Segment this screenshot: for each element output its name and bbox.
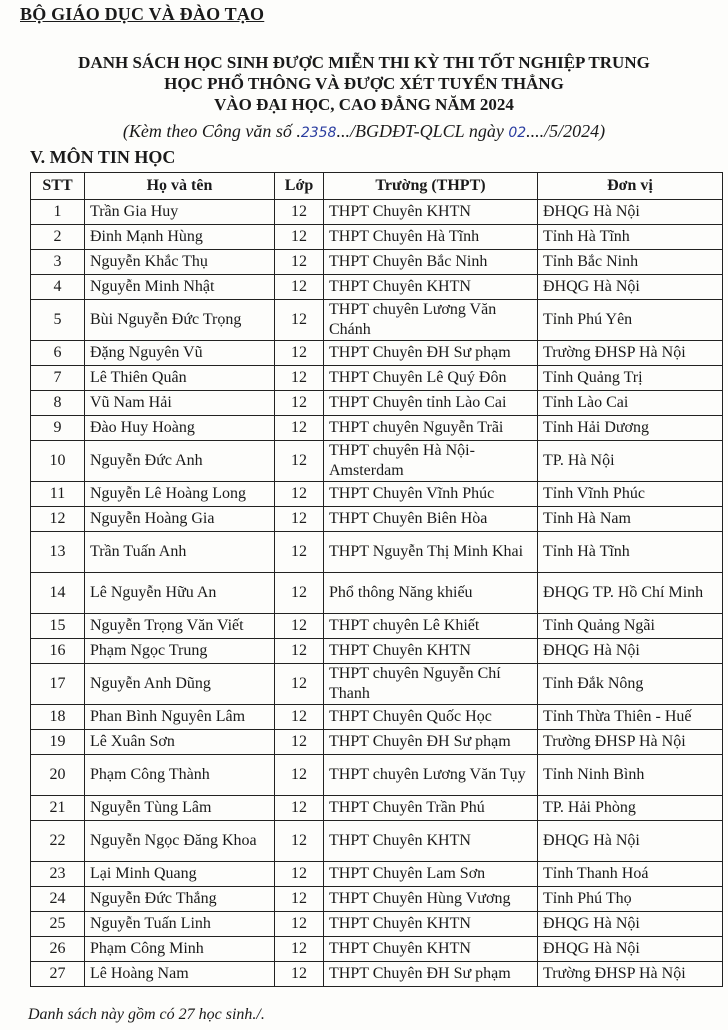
cell-grade: 12 <box>275 275 324 300</box>
cell-unit: Tỉnh Hà Tĩnh <box>538 225 723 250</box>
reference-prefix: (Kèm theo Công văn số . <box>122 121 301 141</box>
cell-school: THPT Chuyên Vĩnh Phúc <box>324 482 538 507</box>
cell-school: THPT Chuyên tỉnh Lào Cai <box>324 391 538 416</box>
cell-school: THPT Chuyên KHTN <box>324 937 538 962</box>
cell-stt: 16 <box>31 639 85 664</box>
cell-stt: 14 <box>31 573 85 614</box>
cell-unit: Tỉnh Vĩnh Phúc <box>538 482 723 507</box>
cell-school: THPT Chuyên KHTN <box>324 912 538 937</box>
table-row <box>31 664 723 705</box>
cell-school: THPT Chuyên ĐH Sư phạm <box>324 962 538 987</box>
cell-school: THPT Nguyễn Thị Minh Khai <box>324 532 538 573</box>
cell-school: THPT chuyên Nguyễn Chí Thanh <box>324 664 538 705</box>
cell-name: Nguyễn Tùng Lâm <box>85 796 275 821</box>
cell-stt: 12 <box>31 507 85 532</box>
cell-school: THPT Chuyên Lê Quý Đôn <box>324 366 538 391</box>
cell-unit: Tỉnh Ninh Bình <box>538 755 723 796</box>
cell-stt: 23 <box>31 862 85 887</box>
cell-unit: Tỉnh Quảng Trị <box>538 366 723 391</box>
cell-unit: Tỉnh Thanh Hoá <box>538 862 723 887</box>
cell-stt: 19 <box>31 730 85 755</box>
cell-grade: 12 <box>275 200 324 225</box>
cell-name: Phan Bình Nguyên Lâm <box>85 705 275 730</box>
cell-unit: Tỉnh Đắk Nông <box>538 664 723 705</box>
ministry-name: BỘ GIÁO DỤC VÀ ĐÀO TẠO <box>20 4 265 24</box>
cell-name: Nguyễn Ngọc Đăng Khoa <box>85 821 275 862</box>
cell-school: THPT chuyên Lương Văn Chánh <box>324 300 538 341</box>
cell-school: THPT Chuyên KHTN <box>324 821 538 862</box>
table-row <box>31 507 723 532</box>
cell-unit: Trường ĐHSP Hà Nội <box>538 730 723 755</box>
cell-grade: 12 <box>275 416 324 441</box>
cell-stt: 10 <box>31 441 85 482</box>
cell-grade: 12 <box>275 730 324 755</box>
cell-stt: 20 <box>31 755 85 796</box>
cell-school: THPT Chuyên ĐH Sư phạm <box>324 730 538 755</box>
cell-grade: 12 <box>275 366 324 391</box>
cell-grade: 12 <box>275 482 324 507</box>
table-row <box>31 614 723 639</box>
cell-unit: Tỉnh Phú Yên <box>538 300 723 341</box>
cell-school: THPT Chuyên Hà Tĩnh <box>324 225 538 250</box>
table-header-row <box>31 173 723 200</box>
cell-stt: 21 <box>31 796 85 821</box>
table-row <box>31 937 723 962</box>
cell-school: THPT Chuyên Lam Sơn <box>324 862 538 887</box>
cell-unit: Trường ĐHSP Hà Nội <box>538 341 723 366</box>
cell-stt: 1 <box>31 200 85 225</box>
cell-grade: 12 <box>275 391 324 416</box>
reference-middle: .../BGDĐT-QLCL ngày <box>336 121 509 141</box>
cell-stt: 3 <box>31 250 85 275</box>
cell-unit: Tỉnh Thừa Thiên - Huế <box>538 705 723 730</box>
header-name: Họ và tên <box>85 173 275 200</box>
cell-school: Phổ thông Năng khiếu <box>324 573 538 614</box>
table-row <box>31 962 723 987</box>
cell-grade: 12 <box>275 821 324 862</box>
cell-grade: 12 <box>275 796 324 821</box>
cell-stt: 8 <box>31 391 85 416</box>
cell-stt: 22 <box>31 821 85 862</box>
table-row <box>31 912 723 937</box>
cell-school: THPT Chuyên Bắc Ninh <box>324 250 538 275</box>
cell-name: Nguyễn Đức Thắng <box>85 887 275 912</box>
cell-school: THPT Chuyên KHTN <box>324 639 538 664</box>
cell-name: Phạm Công Thành <box>85 755 275 796</box>
cell-grade: 12 <box>275 341 324 366</box>
cell-stt: 18 <box>31 705 85 730</box>
cell-school: THPT chuyên Lê Khiết <box>324 614 538 639</box>
cell-name: Phạm Công Minh <box>85 937 275 962</box>
cell-grade: 12 <box>275 705 324 730</box>
cell-unit: Tỉnh Hà Nam <box>538 507 723 532</box>
cell-stt: 5 <box>31 300 85 341</box>
cell-name: Bùi Nguyễn Đức Trọng <box>85 300 275 341</box>
cell-name: Lê Thiên Quân <box>85 366 275 391</box>
cell-stt: 15 <box>31 614 85 639</box>
title-line-3: VÀO ĐẠI HỌC, CAO ĐẲNG NĂM 2024 <box>214 95 514 114</box>
cell-grade: 12 <box>275 441 324 482</box>
cell-school: THPT chuyên Hà Nội-Amsterdam <box>324 441 538 482</box>
cell-grade: 12 <box>275 532 324 573</box>
handwritten-doc-number: 2358 <box>300 125 337 141</box>
cell-grade: 12 <box>275 639 324 664</box>
table-row <box>31 755 723 796</box>
reference-line <box>0 121 728 142</box>
table-row <box>31 532 723 573</box>
table-row <box>31 391 723 416</box>
cell-unit: ĐHQG Hà Nội <box>538 821 723 862</box>
cell-grade: 12 <box>275 300 324 341</box>
cell-unit: TP. Hải Phòng <box>538 796 723 821</box>
table-row <box>31 705 723 730</box>
table-row <box>31 730 723 755</box>
handwritten-day: 02 <box>508 125 527 141</box>
cell-grade: 12 <box>275 250 324 275</box>
cell-school: THPT Chuyên Biên Hòa <box>324 507 538 532</box>
table-row <box>31 862 723 887</box>
cell-unit: ĐHQG Hà Nội <box>538 639 723 664</box>
cell-unit: TP. Hà Nội <box>538 441 723 482</box>
table-row <box>31 441 723 482</box>
section-heading: V. MÔN TIN HỌC <box>30 147 176 167</box>
cell-school: THPT chuyên Lương Văn Tụy <box>324 755 538 796</box>
cell-school: THPT Chuyên Trần Phú <box>324 796 538 821</box>
table-row <box>31 416 723 441</box>
cell-name: Nguyễn Anh Dũng <box>85 664 275 705</box>
reference-suffix: ..../5/2024) <box>526 121 606 141</box>
cell-school: THPT chuyên Nguyễn Trãi <box>324 416 538 441</box>
cell-school: THPT Chuyên ĐH Sư phạm <box>324 341 538 366</box>
student-table <box>30 172 723 987</box>
cell-stt: 6 <box>31 341 85 366</box>
cell-unit: ĐHQG Hà Nội <box>538 275 723 300</box>
cell-name: Nguyễn Tuấn Linh <box>85 912 275 937</box>
cell-name: Nguyễn Hoàng Gia <box>85 507 275 532</box>
cell-name: Trần Gia Huy <box>85 200 275 225</box>
cell-grade: 12 <box>275 912 324 937</box>
cell-name: Lại Minh Quang <box>85 862 275 887</box>
table-row <box>31 300 723 341</box>
cell-name: Trần Tuấn Anh <box>85 532 275 573</box>
cell-name: Nguyễn Minh Nhật <box>85 275 275 300</box>
cell-grade: 12 <box>275 225 324 250</box>
cell-name: Nguyễn Khắc Thụ <box>85 250 275 275</box>
table-row <box>31 225 723 250</box>
cell-school: THPT Chuyên KHTN <box>324 275 538 300</box>
cell-grade: 12 <box>275 755 324 796</box>
title-line-2: HỌC PHỔ THÔNG VÀ ĐƯỢC XÉT TUYỂN THẲNG <box>164 74 564 93</box>
table-row <box>31 200 723 225</box>
table-row <box>31 482 723 507</box>
footer-note: Danh sách này gồm có 27 học sinh./. <box>28 1006 265 1023</box>
cell-unit: Trường ĐHSP Hà Nội <box>538 962 723 987</box>
table-row <box>31 366 723 391</box>
cell-stt: 7 <box>31 366 85 391</box>
cell-name: Lê Nguyễn Hữu An <box>85 573 275 614</box>
cell-stt: 4 <box>31 275 85 300</box>
header-unit: Đơn vị <box>538 173 723 200</box>
cell-stt: 9 <box>31 416 85 441</box>
header-stt: STT <box>31 173 85 200</box>
cell-school: THPT Chuyên KHTN <box>324 200 538 225</box>
cell-unit: Tỉnh Hải Dương <box>538 416 723 441</box>
cell-stt: 13 <box>31 532 85 573</box>
cell-unit: Tỉnh Hà Tĩnh <box>538 532 723 573</box>
cell-unit: ĐHQG TP. Hồ Chí Minh <box>538 573 723 614</box>
cell-name: Vũ Nam Hải <box>85 391 275 416</box>
cell-unit: Tỉnh Lào Cai <box>538 391 723 416</box>
cell-stt: 24 <box>31 887 85 912</box>
table-row <box>31 341 723 366</box>
cell-school: THPT Chuyên Hùng Vương <box>324 887 538 912</box>
cell-name: Lê Xuân Sơn <box>85 730 275 755</box>
cell-stt: 25 <box>31 912 85 937</box>
cell-name: Lê Hoàng Nam <box>85 962 275 987</box>
cell-grade: 12 <box>275 887 324 912</box>
table-row <box>31 639 723 664</box>
cell-name: Nguyễn Trọng Văn Viết <box>85 614 275 639</box>
cell-stt: 2 <box>31 225 85 250</box>
cell-unit: ĐHQG Hà Nội <box>538 912 723 937</box>
cell-stt: 26 <box>31 937 85 962</box>
table-row <box>31 275 723 300</box>
cell-grade: 12 <box>275 614 324 639</box>
table-row <box>31 250 723 275</box>
cell-name: Đinh Mạnh Hùng <box>85 225 275 250</box>
header-grade: Lớp <box>275 173 324 200</box>
cell-name: Nguyễn Đức Anh <box>85 441 275 482</box>
cell-stt: 17 <box>31 664 85 705</box>
cell-unit: Tỉnh Phú Thọ <box>538 887 723 912</box>
cell-name: Đặng Nguyên Vũ <box>85 341 275 366</box>
cell-unit: ĐHQG Hà Nội <box>538 200 723 225</box>
document-title <box>0 52 728 115</box>
cell-name: Đào Huy Hoàng <box>85 416 275 441</box>
cell-grade: 12 <box>275 664 324 705</box>
header-school: Trường (THPT) <box>324 173 538 200</box>
table-row <box>31 573 723 614</box>
cell-school: THPT Chuyên Quốc Học <box>324 705 538 730</box>
cell-grade: 12 <box>275 937 324 962</box>
cell-grade: 12 <box>275 507 324 532</box>
table-row <box>31 796 723 821</box>
title-line-1: DANH SÁCH HỌC SINH ĐƯỢC MIỄN THI KỲ THI TỐT NGHIỆP TRUNG <box>78 53 650 72</box>
cell-stt: 27 <box>31 962 85 987</box>
table-row <box>31 821 723 862</box>
cell-stt: 11 <box>31 482 85 507</box>
cell-unit: Tỉnh Quảng Ngãi <box>538 614 723 639</box>
table-row <box>31 887 723 912</box>
cell-unit: Tỉnh Bắc Ninh <box>538 250 723 275</box>
cell-name: Phạm Ngọc Trung <box>85 639 275 664</box>
cell-name: Nguyễn Lê Hoàng Long <box>85 482 275 507</box>
cell-grade: 12 <box>275 862 324 887</box>
cell-grade: 12 <box>275 573 324 614</box>
cell-grade: 12 <box>275 962 324 987</box>
cell-unit: ĐHQG Hà Nội <box>538 937 723 962</box>
